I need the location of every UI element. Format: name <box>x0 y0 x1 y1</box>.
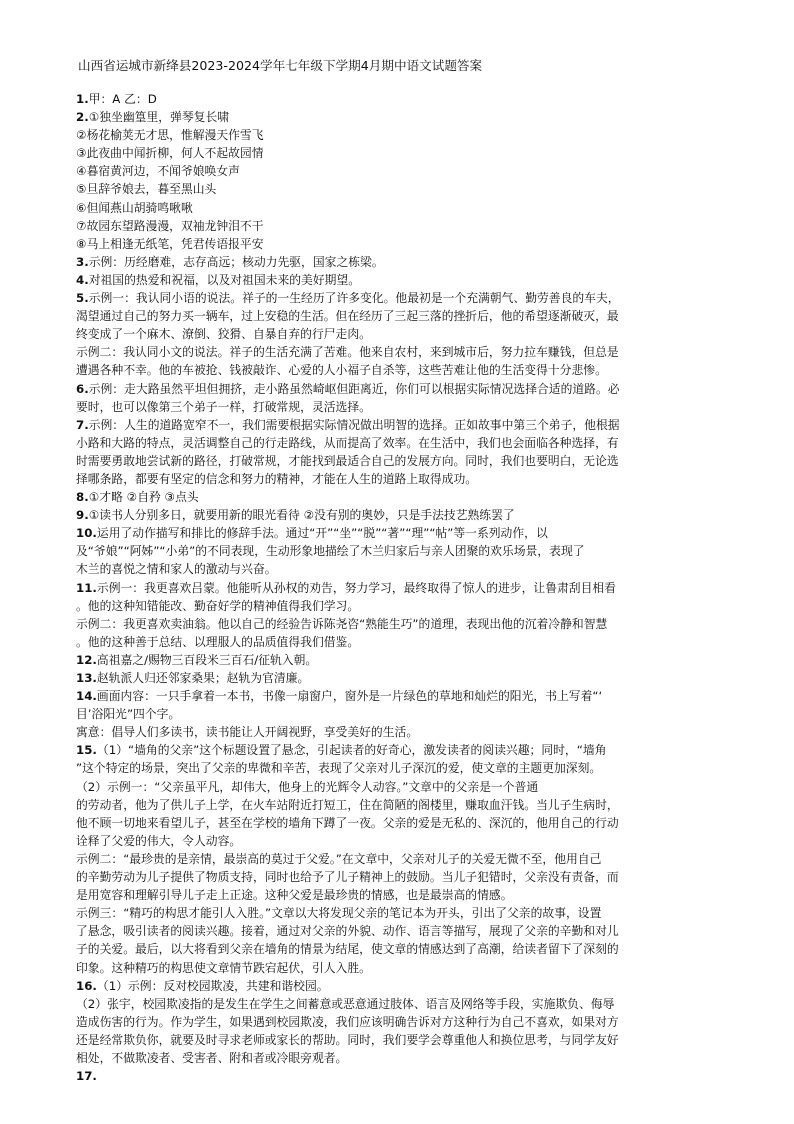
question-number: 5. <box>76 291 89 306</box>
answer-text: 了悬念，吸引读者的阅读兴趣。接着，通过对父亲的外貌、动作、语言等描写，展现了父亲的辛勤和对儿 <box>76 924 619 939</box>
answer-text: 及“爷娘”“阿姊”“小弟”的不同表现，生动形象地描绘了木兰归家后与亲人团聚的欢乐场景，表现了 <box>76 544 585 559</box>
answer-text: 高祖嘉之/赐物三百段米三百石/征轨入朝。 <box>96 652 318 667</box>
answer-text: 示例三：“精巧的构思才能引人入胜。”文章以大将发现父亲的笔记本为开头，引出了父亲的故事，设置 <box>76 906 602 921</box>
answer-line <box>76 380 724 398</box>
answer-text: 示例：走大路虽然平坦但拥挤，走小路虽然崎岖但距离近，你们可以根据实际情况选择合适的道路。必 <box>88 381 620 396</box>
answer-text: 相处，不做欺凌者、受害者、附和者或冷眼旁观者。 <box>76 1050 348 1065</box>
answer-text: （2）张宇，校园欺凌指的是发生在学生之间蓄意或恶意通过肢体、语言及网络等手段，实施欺负、侮辱 <box>76 996 615 1011</box>
answer-text: 示例：历经磨难，志存高远；核动力先驱，国家之栋梁。 <box>88 254 384 269</box>
answer-text: 目’浴阳光”四个字。 <box>76 707 181 722</box>
answer-line <box>76 416 724 434</box>
answer-text: 造成伤害的行为。作为学生，如果遇到校园欺凌，我们应该明确告诉对方这种行为自己不喜欢，如果对方 <box>76 1014 619 1029</box>
answer-line <box>76 778 724 796</box>
answer-text: 运用了动作描写和排比的修辞手法。通过“开”“坐”“脱”“著”“理”“帖”等一系列动作，以 <box>96 526 548 541</box>
answer-text: （1）“墙角的父亲”这个标题设置了悬念，引起读者的好奇心，激发读者的阅读兴趣；同时，“墙角 <box>96 743 607 758</box>
answer-line <box>76 741 724 759</box>
answer-line <box>76 850 724 868</box>
answer-line <box>76 271 724 289</box>
answer-line <box>76 289 724 307</box>
question-number: 14. <box>76 689 97 704</box>
question-number: 6. <box>76 381 89 396</box>
answer-text: 赵轨派人归还邻家桑果；赵轨为官清廉。 <box>96 671 310 685</box>
answer-content <box>76 90 724 1085</box>
question-number: 3. <box>76 254 89 269</box>
answer-text: 示例二：我更喜欢卖油翁。他以自己的经验告诉陈尧咨“熟能生巧”的道理，表现出他的沉着冷静和智慧 <box>76 616 608 631</box>
answer-line <box>76 343 724 361</box>
answer-line <box>76 524 724 542</box>
answer-line <box>76 398 724 416</box>
answer-line <box>76 904 724 922</box>
answer-text: 寓意：倡导人们多读书，读书能让人开阔视野，享受美好的生活。 <box>76 725 419 740</box>
question-number: 8. <box>76 490 89 505</box>
answer-line <box>76 452 724 470</box>
answer-text: （2）示例一：“父亲虽平凡，却伟大，他身上的光辉令人动容。”文章中的父亲是一个普通 <box>76 779 539 794</box>
answer-text: 示例：人生的道路宽窄不一，我们需要根据实际情况做出明智的选择。正如故事中第三个弟子，他根据 <box>88 417 620 432</box>
answer-line <box>76 940 724 958</box>
answer-line <box>76 977 724 995</box>
question-number: 11. <box>76 580 97 595</box>
answer-line <box>76 108 724 126</box>
answer-line <box>76 361 724 379</box>
answer-line <box>76 814 724 832</box>
answer-text: 他不顾一切地来看望儿子，甚至在学校的墙角下蹲了一夜。父亲的爱是无私的、深沉的，他用自己的行动 <box>76 815 619 830</box>
answer-text: 示例一：我认同小语的说法。祥子的一生经历了许多变化。他最初是一个充满朝气、勤劳善良的车夫， <box>88 291 620 306</box>
answer-line <box>76 470 724 488</box>
answer-text: 择哪条路，都要有坚定的信念和努力的精神，才能在人生的道路上取得成功。 <box>76 471 478 486</box>
answer-line <box>76 560 724 578</box>
answer-text: ④暮宿黄河边，不闻爷娘唤女声 <box>76 164 240 179</box>
question-number: 16. <box>76 978 97 993</box>
answer-text: 终变成了一个麻木、潦倒、狡猾、自暴自弃的行尸走肉。 <box>76 327 371 342</box>
answer-line <box>76 144 724 162</box>
answer-text: 渴望通过自己的努力买一辆车，过上安稳的生活。但在经历了三起三落的挫折后，他的希望逐渐破灭，最 <box>76 309 619 324</box>
answer-line <box>76 542 724 560</box>
answer-text: ⑥但闻燕山胡骑鸣啾啾 <box>76 200 193 215</box>
question-number: 7. <box>76 417 89 432</box>
answer-line <box>76 796 724 814</box>
answer-line <box>76 922 724 940</box>
question-number: 9. <box>76 508 89 523</box>
answer-line <box>76 217 724 235</box>
answer-line <box>76 959 724 977</box>
answer-text: ①读书人分别多日，就要用新的眼光看待 ②没有别的奥妙，只是手法技艺熟练罢了 <box>88 508 515 523</box>
answer-text: 印象。这种精巧的构思使文章情节跌宕起伏，引人入胜。 <box>76 960 371 975</box>
answer-line <box>76 1013 724 1031</box>
answer-line <box>76 325 724 343</box>
answer-text: ③此夜曲中闻折柳，何人不起故园情 <box>76 146 264 161</box>
answer-text: 示例二：“最珍贵的是亲情，最崇高的莫过于父爱。”在文章中，父亲对儿子的关爱无微不至，他用自己 <box>76 851 602 866</box>
answer-text: 木兰的喜悦之情和家人的激动与兴奋。 <box>76 562 277 577</box>
answer-text: 时需要勇敢地尝试新的路径，打破常规，才能找到最适合自己的发展方向。同时，我们也要明白，无论选 <box>76 453 619 468</box>
answer-line <box>76 579 724 597</box>
answer-text: ②杨花榆荚无才思，惟解漫天作雪飞 <box>76 128 264 143</box>
answer-text: ①独坐幽篁里，弹琴复长啸 <box>88 110 230 125</box>
question-number: 17. <box>76 1069 97 1084</box>
answer-line <box>76 832 724 850</box>
answer-line <box>76 506 724 524</box>
answer-line <box>76 759 724 777</box>
answer-text: 小路和大路的特点，灵活调整自己的行走路线，从而提高了效率。在生活中，我们也会面临各种选择，有 <box>76 435 619 450</box>
answer-text: ⑤旦辞爷娘去，暮至黑山头 <box>76 182 217 197</box>
answer-text: 示例一：我更喜欢吕蒙。他能听从孙权的劝告，努力学习，最终取得了惊人的进步，让鲁肃刮目相看 <box>96 580 616 595</box>
answer-line <box>76 723 724 741</box>
answer-line <box>76 180 724 198</box>
answer-line <box>76 434 724 452</box>
answer-text: 画面内容：一只手拿着一本书，书像一扇窗户，窗外是一片绿色的草地和灿烂的阳光，书上写着“‘ <box>96 689 603 704</box>
answer-line <box>76 1067 724 1085</box>
question-number: 13. <box>76 671 97 685</box>
question-number: 12. <box>76 652 97 667</box>
answer-line <box>76 162 724 180</box>
answer-line <box>76 307 724 325</box>
question-number: 2. <box>76 110 89 125</box>
answer-line <box>76 633 724 651</box>
answer-text: 诠释了父爱的伟大，令人动容。 <box>76 833 242 848</box>
answer-text: 子的关爱。最后，以大将看到父亲在墙角的情景为结尾，使文章的情感达到了高潮，给读者留下了深刻的 <box>76 942 619 957</box>
answer-line <box>76 90 724 108</box>
document-title: 山西省运城市新绛县2023-2024学年七年级下学期4月期中语文试题答案 <box>78 58 483 73</box>
answer-line <box>76 669 724 687</box>
answer-line <box>76 705 724 723</box>
answer-line <box>76 126 724 144</box>
answer-line <box>76 868 724 886</box>
answer-line <box>76 199 724 217</box>
answer-line <box>76 995 724 1013</box>
answer-text: ⑦故园东望路漫漫，双袖龙钟泪不干 <box>76 218 264 233</box>
answer-text: 的劳动者，他为了供儿子上学，在火车站附近打短工，住在简陋的阁楼里，赚取血汗钱。当儿子生病时， <box>76 797 619 812</box>
answer-line <box>76 488 724 506</box>
question-number: 1. <box>76 92 89 106</box>
answer-text: 。他的这种善于总结、以理服人的品质值得我们借鉴。 <box>76 634 360 649</box>
answer-line <box>76 1031 724 1049</box>
answer-text: （1）示例：反对校园欺凌，共建和谐校园。 <box>96 978 329 993</box>
answer-text: 的辛勤劳动为儿子提供了物质支持，同时也给予了儿子精神上的鼓励。当儿子犯错时，父亲没有责备，而 <box>76 870 619 885</box>
answer-text: 还是经常欺负你，就要及时寻求老师或家长的帮助。同时，我们要学会尊重他人和换位思考，与同学友好 <box>76 1032 619 1047</box>
answer-text: 是用宽容和理解引导儿子走上正途。这种父爱是最珍贵的情感，也是最崇高的情感。 <box>76 888 513 903</box>
question-number: 4. <box>76 272 89 287</box>
answer-line <box>76 651 724 669</box>
answer-text: 对祖国的热爱和祝福，以及对祖国未来的美好期望。 <box>88 272 361 287</box>
answer-line <box>76 235 724 253</box>
answer-text: 要时，也可以像第三个弟子一样，打破常规，灵活选择。 <box>76 399 371 414</box>
question-number: 10. <box>76 526 97 541</box>
answer-line <box>76 615 724 633</box>
answer-line <box>76 1049 724 1067</box>
answer-text: 示例二：我认同小文的说法。祥子的生活充满了苦难。他来自农村，来到城市后，努力拉车赚钱，但总是 <box>76 345 619 360</box>
answer-text: 遭遇各种不幸。他的车被抢、钱被敲诈、心爱的人小福子自杀等，这些苦难让他的生活变得十分悲惨。 <box>76 363 607 378</box>
question-number: 15. <box>76 743 97 758</box>
answer-text: 甲：A 乙：D <box>88 92 157 106</box>
answer-text: ”这个特定的场景，突出了父亲的卑微和辛苦，表现了父亲对儿子深沉的爱，使文章的主题更加深刻。 <box>76 761 602 776</box>
answer-line <box>76 886 724 904</box>
answer-line <box>76 687 724 705</box>
answer-text: ①才略 ②自矜 ③点头 <box>88 490 199 505</box>
answer-text: 。他的这种知错能改、勤奋好学的精神值得我们学习。 <box>76 598 360 613</box>
answer-line <box>76 597 724 615</box>
answer-text: ⑧马上相逢无纸笔，凭君传语报平安 <box>76 236 264 251</box>
answer-line <box>76 253 724 271</box>
